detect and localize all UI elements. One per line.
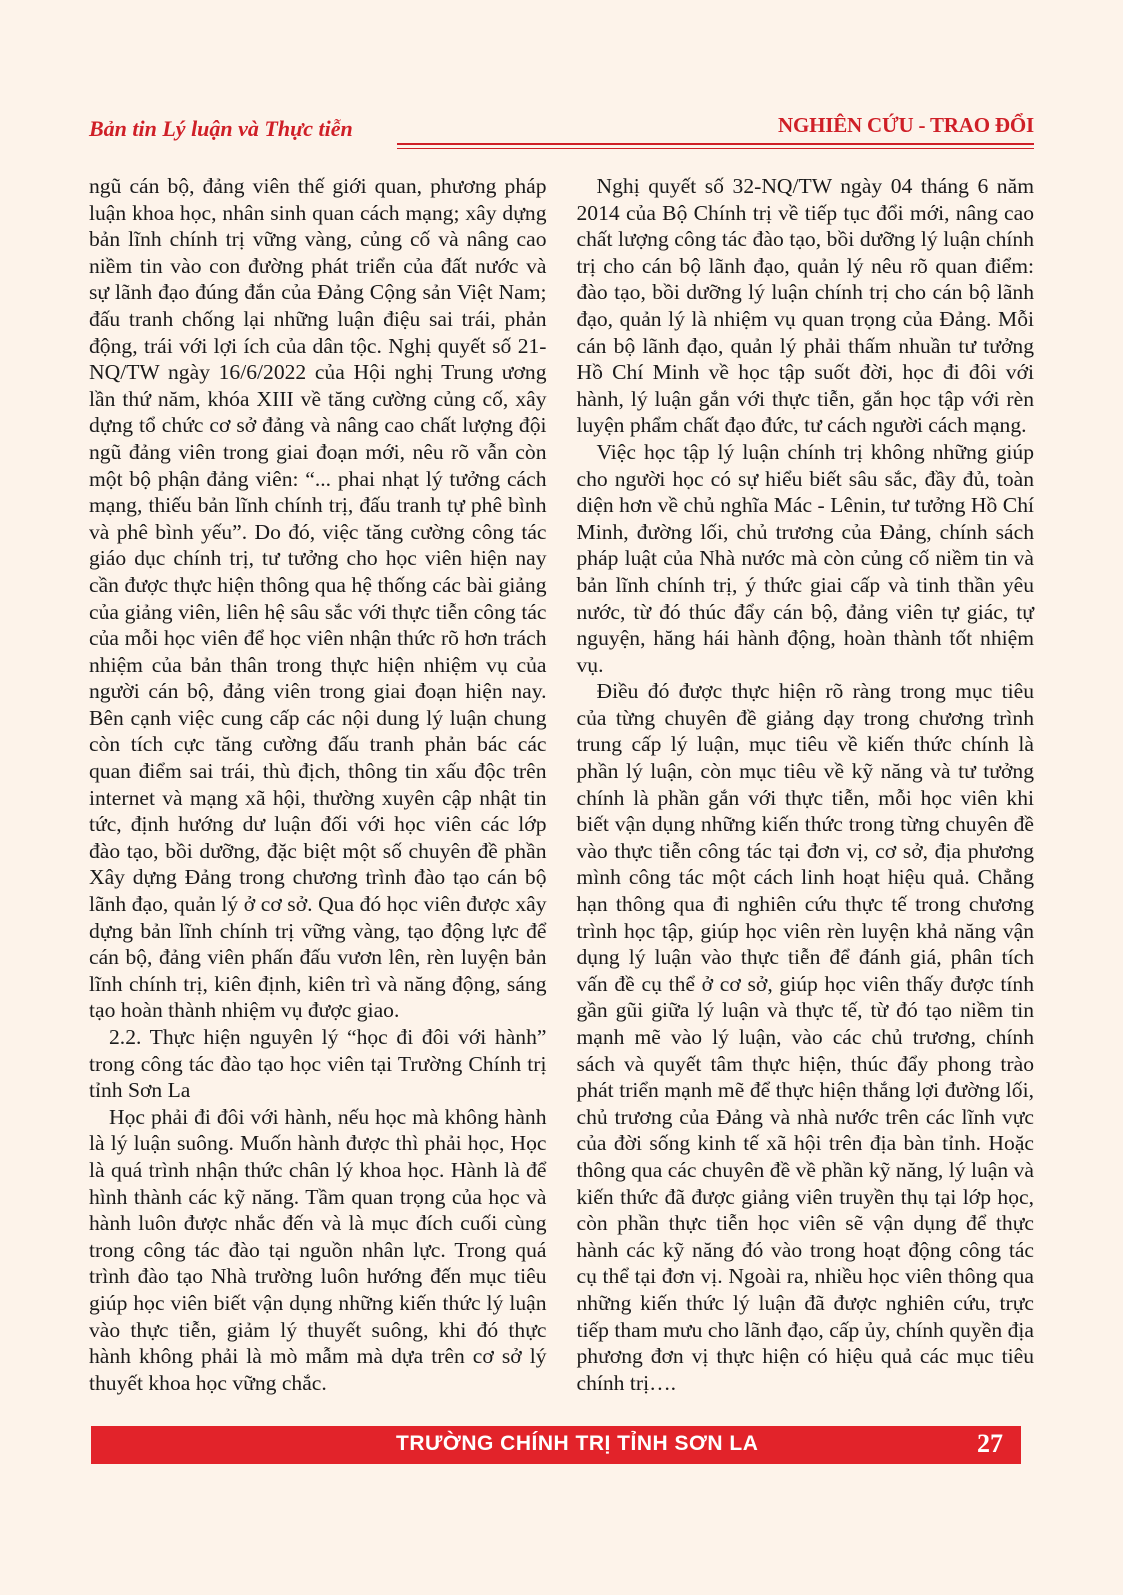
header-rule	[397, 143, 1034, 145]
publication-title: Bản tin Lý luận và Thực tiễn	[89, 116, 353, 141]
section-title: NGHIÊN CỨU - TRAO ĐỔI	[778, 113, 1034, 137]
page-number: 27	[977, 1429, 1003, 1458]
section-heading: 2.2. Thực hiện nguyên lý “học đi đôi với hành” trong công tác đào tạo học viên tại Trường Chính trị tỉnh Sơn La	[89, 1025, 547, 1103]
paragraph-3: Nghị quyết số 32-NQ/TW ngày 04 tháng 6 năm 2014 của Bộ Chính trị về tiếp tục đổi mới, nâng cao chất lượng công tác đào tạo, bồi dưỡng lý luận chính trị cho cán bộ lãnh đạo, quản lý nêu rõ quan điểm: đào tạo, bồi dưỡng lý luận chính trị cho cán bộ lãnh đạo, quản lý là nhiệm vụ quan trọng của Đảng. Mỗi cán bộ lãnh đạo, quản lý phải thấm nhuần tư tưởng Hồ Chí Minh về học tập suốt đời, học đi đôi với hành, lý luận gắn với thực tiễn, gắn học tập với rèn luyện phẩm chất đạo đức, tư cách người cách mạng.	[576, 174, 1034, 438]
header-rule-thin	[397, 148, 1034, 149]
paragraph-4: Việc học tập lý luận chính trị không những giúp cho người học có sự hiểu biết sâu sắc, đầy đủ, toàn diện hơn về chủ nghĩa Mác - Lênin, tư tưởng Hồ Chí Minh, đường lối, chủ trương của Đảng, chính sách pháp luật của Nhà nước mà còn củng cố niềm tin và bản lĩnh chính trị, ý thức giai cấp và tinh thần yêu nước, từ đó thúc đẩy cán bộ, đảng viên tự giác, tự nguyện, hăng hái hành động, hoàn thành tốt nhiệm vụ.	[576, 439, 1034, 677]
paragraph-1: ngũ cán bộ, đảng viên thế giới quan, phương pháp luận khoa học, nhân sinh quan cách mạng; xây dựng bản lĩnh chính trị vững vàng, củng cố và nâng cao niềm tin vào con đường phát triển của đất nước và sự lãnh đạo đúng đắn của Đảng Cộng sản Việt Nam; đấu tranh chống lại những luận điệu sai trái, phản động, trái với lợi ích của dân tộc. Nghị quyết số 21-NQ/TW ngày 16/6/2022 của Hội nghị Trung ương lần thứ năm, khóa XIII về tăng cường củng cố, xây dựng tổ chức cơ sở đảng và nâng cao chất lượng đội ngũ đảng viên trong giai đoạn mới, nêu rõ vẫn còn một bộ phận đảng viên: “... phai nhạt lý tưởng cách mạng, thiếu bản lĩnh chính trị, đấu tranh tự phê bình và phê bình yếu”. Do đó, việc tăng cường công tác giáo dục chính trị, tư tưởng cho học viên hiện nay cần được thực hiện thông qua hệ thống các bài giảng của giảng viên, liên hệ sâu sắc với thực tiễn công tác của mỗi học viên để học viên nhận thức rõ hơn trách nhiệm của bản thân trong thực hiện nhiệm vụ của người cán bộ, đảng viên trong giai đoạn hiện nay. Bên cạnh việc cung cấp các nội dung lý luận chung còn tích cực tăng cường đấu tranh phản bác các quan điểm sai trái, thù địch, thông tin xấu độc trên internet và mạng xã hội, thường xuyên cập nhật tin tức, định hướng dư luận đối với học viên các lớp đào tạo, bồi dưỡng, đặc biệt một số chuyên đề phần Xây dựng Đảng trong chương trình đào tạo cán bộ lãnh đạo, quản lý ở cơ sở. Qua đó học viên được xây dựng bản lĩnh chính trị vững vàng, tạo động lực để cán bộ, đảng viên phấn đấu vươn lên, rèn luyện bản lĩnh chính trị, kiên định, kiên trì và năng động, sáng tạo hoàn thành nhiệm vụ được giao.	[89, 174, 547, 1023]
article-body	[89, 173, 1034, 1418]
footer-institution: TRƯỜNG CHÍNH TRỊ TỈNH SƠN LA	[396, 1432, 759, 1455]
paragraph-5: Điều đó được thực hiện rõ ràng trong mục tiêu của từng chuyên đề giảng dạy trong chương trình trung cấp lý luận, mục tiêu về kiến thức chính là phần lý luận, còn mục tiêu về kỹ năng và tư tưởng chính là phần gắn với thực tiễn, mỗi học viên khi biết vận dụng những kiến thức trong từng chuyên đề vào thực tiễn công tác tại đơn vị, cơ sở, địa phương mình công tác một cách linh hoạt hiệu quả. Chẳng hạn thông qua đi nghiên cứu thực tế trong chương trình học tập, giúp học viên rèn luyện khả năng vận dụng lý luận vào thực tiễn để đánh giá, phân tích vấn đề cụ thể ở cơ sở, giúp học viên thấy được tính gần gũi giữa lý luận và thực tế, từ đó tạo niềm tin mạnh mẽ vào lý luận, vào các chủ trương, chính sách và quyết tâm thực hiện, thúc đẩy phong trào phát triển mạnh mẽ để thực hiện thắng lợi đường lối, chủ trương của Đảng và nhà nước trên các lĩnh vực của đời sống kinh tế xã hội trên địa bàn tỉnh. Hoặc thông qua các chuyên đề về phần kỹ năng, lý luận và kiến thức đã được giảng viên truyền thụ tại lớp học, còn phần thực tiễn học viên sẽ vận dụng để thực hành các kỹ năng đó vào trong hoạt động công tác cụ thể tại đơn vị. Ngoài ra, nhiều học viên thông qua những kiến thức lý luận đã được nghiên cứu, trực tiếp tham mưu cho lãnh đạo, cấp ủy, chính quyền địa phương đơn vị thực hiện có hiệu quả các mục tiêu chính trị….	[576, 679, 1034, 1395]
footer-bar	[91, 1426, 1021, 1464]
paragraph-2: Học phải đi đôi với hành, nếu học mà không hành là lý luận suông. Muốn hành được thì phải học, Học là quá trình nhận thức chân lý khoa học. Hành là để hình thành các kỹ năng. Tầm quan trọng của học và hành luôn được nhắc đến và là mục đích cuối cùng trong công tác đào tại nguồn nhân lực. Trong quá trình đào tạo Nhà trường luôn hướng đến mục tiêu giúp học viên biết vận dụng những kiến thức lý luận vào thực tiễn, giảm lý thuyết suông, khi đó thực hành không phải là mò mẫm mà dựa trên cơ sở lý thuyết khoa học vững chắc.	[89, 1104, 547, 1395]
